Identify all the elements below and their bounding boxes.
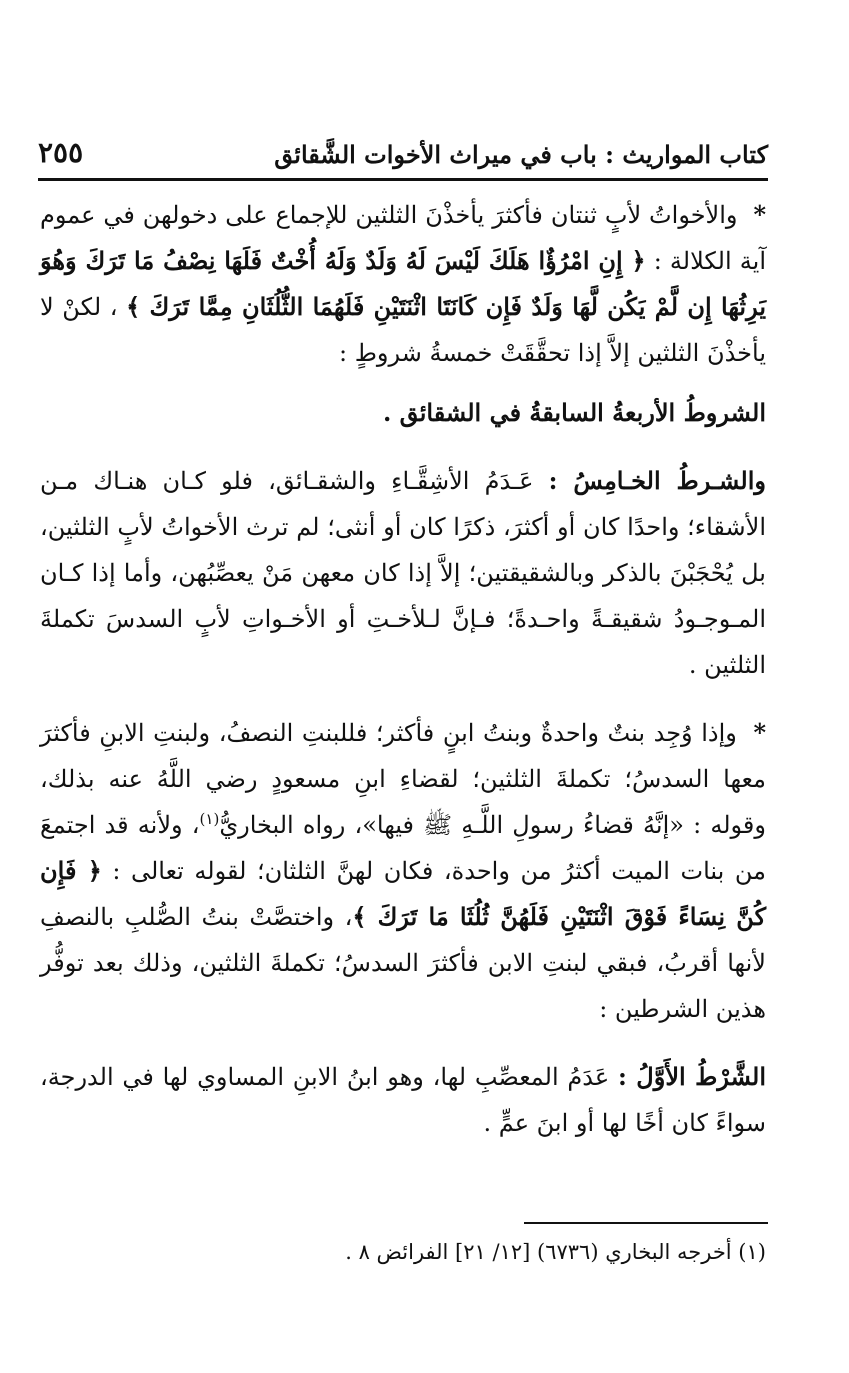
paragraph-text: وإذا وُجِد بنتٌ واحدةٌ وبنتُ ابنٍ فأكثر؛ فللبنتِ النصفُ، ولبنتِ الابنِ فأكثرَ معها السدسُ؛ تكملةَ الثلثين؛ لقضاءِ ابنِ مسعودٍ رضي اللَّهُ عنه بذلك، وقوله : «إنَّهُ قضاءُ رسولِ اللَّـهِ ﷺ فيها»، رواه البخاريُّ — [40, 719, 766, 839]
header-divider — [38, 178, 768, 181]
asterisk-marker: * — [753, 200, 766, 229]
quran-verse: ﴿ فَإِن كُنَّ نِسَاءً فَوْقَ اثْنَتَيْنِ فَلَهُنَّ ثُلُثَا مَا تَرَكَ ﴾ — [40, 856, 766, 931]
header-title: كتاب المواريث : باب في ميراث الأخوات الشَّقائق — [274, 140, 768, 169]
footnote-divider — [524, 1222, 768, 1224]
running-header — [38, 132, 768, 176]
paragraph-text: عَـدَمُ الأشِقَّـاءِ والشقـائق، فلو كـان هنـاك مـن الأشقاء؛ واحدًا كان أو أكثرَ، ذكرًا كان أو أنثى؛ لم ترث الأخواتُ لأبٍ الثلثين، بل يُحْجَبْنَ بالذكر وبالشقيقتين؛ إلاَّ إذا كان معهن مَنْ يعصِّبُهن، وأما إذا كـان المـوجـودُ شقيقـةً واحـدةً؛ فـإنَّ لـلأخـتِ أو الأخـواتِ لأبٍ السدسَ تكملةَ الثلثين . — [40, 467, 766, 679]
paragraph-text: والأخواتُ لأبٍ ثنتان فأكثرَ يأخذْنَ الثلثين للإجماع على دخولهن في عموم آية الكلالة : — [40, 201, 766, 275]
page-number: ٢٥٥ — [38, 136, 84, 169]
paragraph-text: ، واختصَّتْ بنتُ الصُّلبِ بالنصفِ لأنها أقربُ، فبقي لبنتِ الابن فأكثرَ السدسُ؛ تكملةَ الثلثين، وذلك بعد توفُّر هذين الشرطين : — [40, 903, 766, 1023]
paragraph-sisters-of-father — [40, 192, 766, 376]
paragraph-text: عَدَمُ المعصِّبِ لها، وهو ابنُ الابنِ المساوي لها في الدرجة، سواءً كان أخًا لها أو ابنَ عمٍّ . — [40, 1063, 766, 1137]
paragraph-daughter-of-son — [40, 710, 766, 1032]
asterisk-marker: * — [753, 718, 766, 747]
paragraph-text: ، ولأنه قد اجتمعَ من بنات الميت أكثرُ من واحدة، فكان لهنَّ الثلثان؛ لقوله تعالى : — [40, 811, 766, 885]
paragraph-first-condition — [40, 1054, 766, 1146]
condition-heading: الشَّرْطُ الأَوَّلُ : — [617, 1062, 766, 1091]
main-text — [40, 192, 766, 1160]
paragraph-four-conditions: الشروطُ الأربعةُ السابقةُ في الشقائق . — [382, 398, 766, 427]
footnote-reference: (١) — [199, 810, 220, 828]
footnote: (١) أخرجه البخاري (٦٧٣٦) [١٢/ ٢١] الفرائض ٨ . — [345, 1240, 766, 1264]
condition-heading: والشـرطُ الخـامِسُ : — [548, 466, 766, 495]
paragraph-fifth-condition — [40, 458, 766, 688]
quran-verse: ﴿ إِنِ امْرُؤٌا هَلَكَ لَيْسَ لَهُ وَلَدٌ وَلَهُ أُخْتٌ فَلَهَا نِصْفُ مَا تَرَكَ وَهُوَ يَرِثُهَا إِن لَّمْ يَكُن لَّهَا وَلَدٌ فَإِن كَانَتَا اثْنَتَيْنِ فَلَهُمَا الثُّلُثَانِ مِمَّا تَرَكَ ﴾ — [40, 246, 767, 321]
paragraph-text: ، لكنْ لا يأخذْنَ الثلثين إلاَّ إذا تحقَّقَتْ خمسةُ شروطٍ : — [40, 293, 766, 367]
